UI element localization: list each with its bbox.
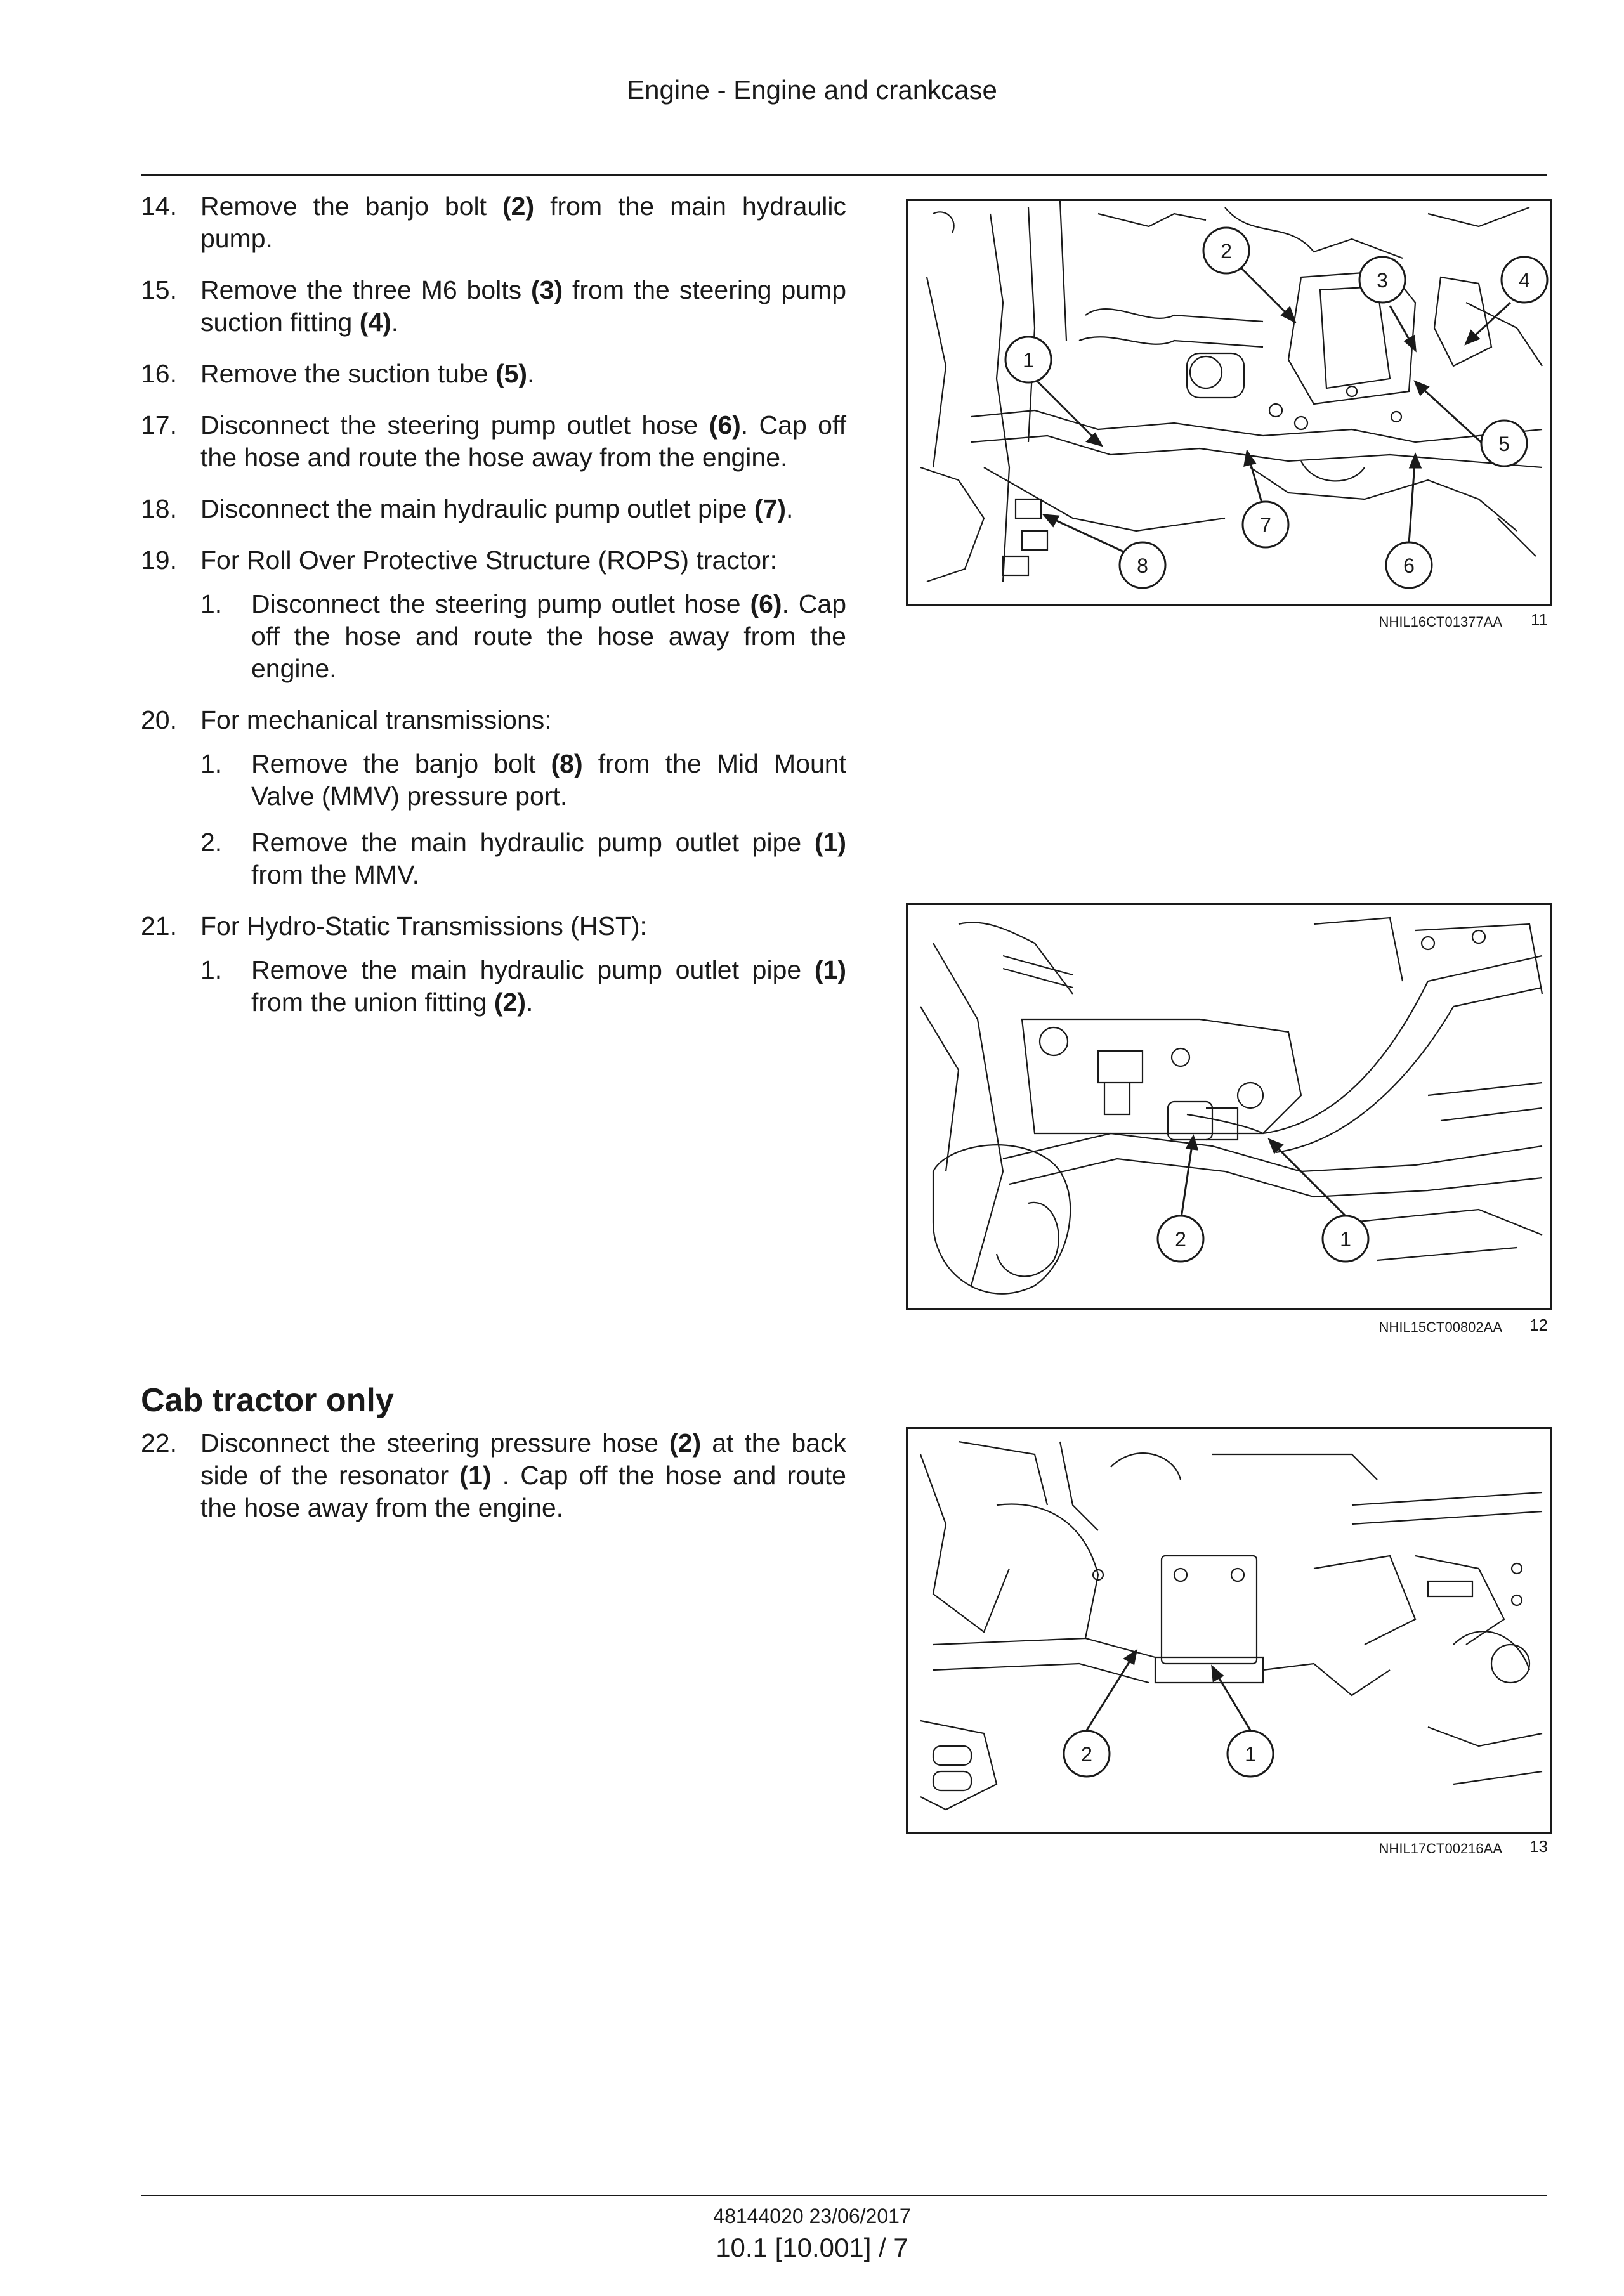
callout-label: 2 xyxy=(1221,240,1232,263)
figure-code: NHIL15CT00802AA xyxy=(1378,1319,1502,1335)
leader-lines xyxy=(1181,1137,1346,1222)
footer-rule xyxy=(141,2195,1547,2196)
step-number: 19. xyxy=(141,545,177,575)
step-number: 18. xyxy=(141,494,177,523)
figure-12-illustration xyxy=(906,903,1552,1310)
step-number: 1. xyxy=(200,955,223,984)
cab-instructions xyxy=(141,1427,846,1543)
engine-linework xyxy=(920,918,1542,1294)
callouts xyxy=(1158,1216,1368,1262)
callout-label: 1 xyxy=(1340,1228,1351,1251)
instructions-column xyxy=(141,190,846,1033)
step-number: 22. xyxy=(141,1428,177,1458)
step-number: 15. xyxy=(141,275,177,304)
figure-number: 11 xyxy=(1531,610,1548,629)
step-number: 2. xyxy=(200,828,223,857)
callout-label: 4 xyxy=(1519,269,1530,292)
callout-label: 5 xyxy=(1498,433,1510,455)
step-number: 1. xyxy=(200,749,223,778)
step-number: 14. xyxy=(141,192,177,221)
step-20: 20. For mechanical transmissions: xyxy=(141,704,846,736)
step-number: 20. xyxy=(141,705,177,734)
step-number: 1. xyxy=(200,589,223,618)
step-14: 14. Remove the banjo bolt (2) from the main hydraulic pump. xyxy=(141,192,846,253)
step-16: 16. Remove the suction tube (5). xyxy=(141,358,846,390)
step-number: 16. xyxy=(141,359,177,388)
step-18: 18. Disconnect the main hydraulic pump outlet pipe (7). xyxy=(141,493,846,525)
callout-label: 2 xyxy=(1175,1228,1186,1251)
step-21-sub-1: 1. Remove the main hydraulic pump outlet pipe (1) from the union fitting (2). xyxy=(200,955,846,1017)
figure-code: NHIL16CT01377AA xyxy=(1378,614,1502,630)
step-19-sub-1: 1. Disconnect the steering pump outlet hose (6). Cap off the hose and route the hose away from the engine. xyxy=(200,589,847,683)
figure-number: 12 xyxy=(1529,1315,1548,1334)
section-heading: Cab tractor only xyxy=(141,1382,394,1419)
step-20-sub-2: 2. Remove the main hydraulic pump outlet pipe (1) from the MMV. xyxy=(200,828,846,889)
step-number: 21. xyxy=(141,911,177,941)
step-15: 15. Remove the three M6 bolts (3) from the steering pump suction fitting (4). xyxy=(141,275,847,337)
callout-label: 1 xyxy=(1245,1743,1256,1766)
leader-lines xyxy=(1087,1651,1250,1730)
header-rule xyxy=(141,174,1547,176)
step-19: 19. For Roll Over Protective Structure (ROPS) tractor: xyxy=(141,544,846,577)
figure-13-illustration xyxy=(906,1427,1552,1834)
callout-label: 7 xyxy=(1260,514,1271,537)
step-17: 17. Disconnect the steering pump outlet hose (6). Cap off the hose and route the hose away from the engine. xyxy=(141,410,846,472)
step-20-sub-1: 1. Remove the banjo bolt (8) from the Mid Mount Valve (MMV) pressure port. xyxy=(200,749,846,811)
step-22: 22. Disconnect the steering pressure hose (2) at the back side of the resonator (1) . Cap off the hose and route the hose away from the engine. xyxy=(141,1428,846,1522)
callout-label: 2 xyxy=(1081,1743,1092,1766)
step-21: 21. For Hydro-Static Transmissions (HST): xyxy=(141,910,846,943)
page-number: 10.1 [10.001] / 7 xyxy=(716,2233,908,2262)
document-reference: 48144020 23/06/2017 xyxy=(713,2205,911,2228)
figure-number: 13 xyxy=(1529,1837,1548,1856)
step-number: 17. xyxy=(141,410,177,440)
figure-code: NHIL17CT00216AA xyxy=(1378,1841,1502,1856)
callout-label: 1 xyxy=(1023,349,1034,372)
callouts xyxy=(1064,1731,1273,1777)
callout-label: 3 xyxy=(1377,269,1388,292)
figure-11-illustration xyxy=(906,199,1552,606)
page-header: Engine - Engine and crankcase xyxy=(627,75,997,105)
callout-label: 6 xyxy=(1403,554,1415,577)
callout-label: 8 xyxy=(1137,554,1148,577)
